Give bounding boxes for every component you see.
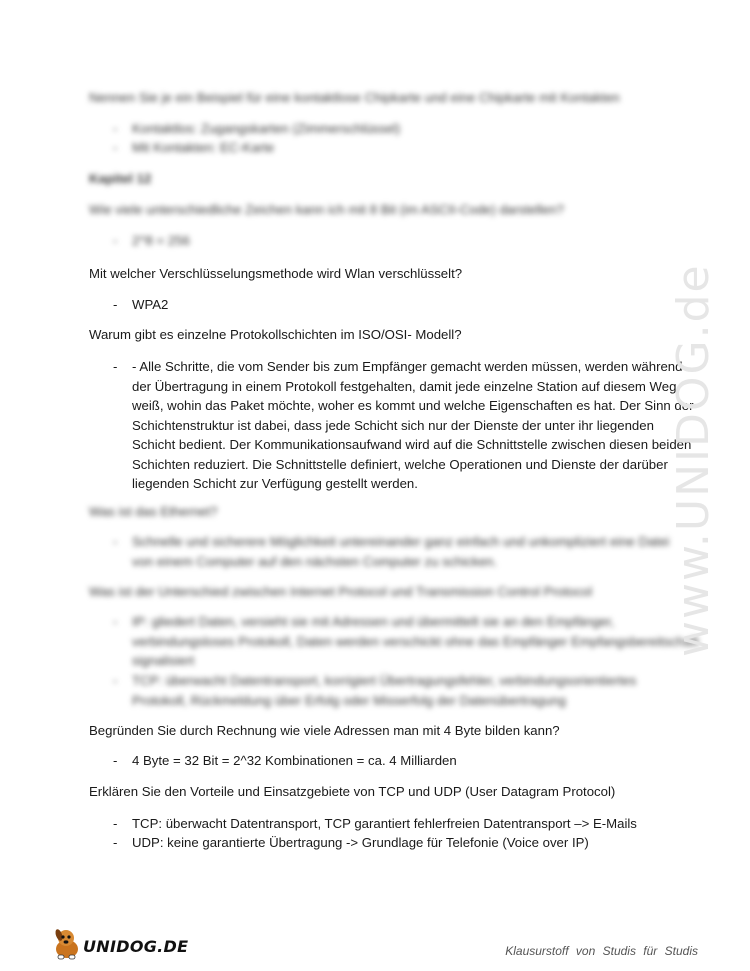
- answer-line: IP: gliedert Daten, versieht sie mit Adressen und übermittelt sie an den Empfänger,: [132, 614, 615, 629]
- osi-answer-line: - Alle Schritte, die vom Sender bis zum Empfänger gemacht werden müssen, werden während: [132, 359, 683, 374]
- bullet-dash: -: [113, 140, 118, 155]
- osi-answer-line: liegenden Schicht zur Verfügung gestellt werden.: [132, 476, 418, 491]
- bullet-text: TCP: überwacht Datentransport, TCP garantiert fehlerfreien Datentransport –> E-Mails: [132, 816, 637, 831]
- bullet-item: [113, 671, 673, 711]
- answer-line: von einem Computer auf den nächsten Computer zu schicken.: [132, 553, 498, 569]
- chapter-heading: Kapitel 12: [89, 171, 152, 186]
- question-wlan: Mit welcher Verschlüsselungsmethode wird Wlan verschlüsselt?: [89, 266, 463, 281]
- footer-logo: [52, 925, 189, 961]
- bullet-dash: -: [113, 835, 118, 850]
- bullet-text: WPA2: [132, 297, 169, 312]
- answer-line: verbindungsloses Protokoll, Daten werden verschickt ohne das Empfänger Empfangsbereitschaft: [132, 633, 699, 649]
- tcp-answer: [132, 671, 662, 710]
- bullet-text: Mit Kontakten: EC-Karte: [132, 140, 275, 155]
- logo-text: UNIDOG.DE: [83, 937, 189, 956]
- answer-line: signalisiert: [132, 653, 195, 668]
- question-ascii: Wie viele unterschiedliche Zeichen kann ich mit 8 Bit (im ASCII-Code) darstellen?: [89, 202, 564, 217]
- bullet-item: [113, 532, 673, 572]
- bullet-item: [113, 231, 673, 251]
- osi-answer-line: Schichtenstruktur ist dabei, dass jede Schicht sich nur der Dienste der unter ihr liegenden: [132, 417, 654, 433]
- bullet-dash: -: [113, 673, 118, 688]
- question-tcp-udp: Erklären Sie den Vorteile und Einsatzgebiete von TCP und UDP (User Datagram Protocol): [89, 784, 616, 799]
- question-ethernet: Was ist das Ethernet?: [89, 504, 218, 519]
- bullet-text: Kontaktlos: Zugangskarten (Zimmerschlüssel): [132, 121, 401, 136]
- osi-answer-line: weiß, wohin das Paket möchte, woher es kommt und welche Eigenschaften es hat. Der Sinn der: [132, 398, 694, 413]
- bullet-dash: -: [113, 233, 118, 248]
- question-addresses: Begründen Sie durch Rechnung wie viele Adressen man mit 4 Byte bilden kann?: [89, 723, 560, 738]
- bullet-text: UDP: keine garantierte Übertragung -> Grundlage für Telefonie (Voice over IP): [132, 835, 589, 850]
- bullet-dash: -: [113, 534, 118, 549]
- answer-line: TCP: überwacht Datentransport, korrigiert Übertragungsfehler, verbindungsorientiertes: [132, 673, 637, 688]
- ethernet-answer: [132, 532, 670, 571]
- bullet-item-osi: [113, 357, 694, 497]
- question-osi: Warum gibt es einzelne Protokollschichten im ISO/OSI- Modell?: [89, 327, 462, 342]
- bullet-text: 4 Byte = 32 Bit = 2^32 Kombinationen = ca. 4 Milliarden: [132, 753, 457, 768]
- osi-answer-line: der Übertragung in einem Protokoll festgehalten, damit jede einzelne Station auf diesem Weg: [132, 378, 677, 394]
- bullet-dash: -: [113, 614, 118, 629]
- bullet-item: [113, 138, 673, 158]
- bullet-dash: -: [113, 816, 118, 831]
- dog-mascot-icon: [52, 927, 86, 961]
- footer-tagline: Klausurstoff von Studis für Studis: [505, 944, 698, 958]
- bullet-item: [113, 751, 673, 771]
- bullet-item: [113, 119, 673, 139]
- bullet-item: [113, 814, 673, 834]
- question-chipcard: Nennen Sie je ein Beispiel für eine kontaktlose Chipkarte und eine Chipkarte mit Kontakten: [89, 90, 620, 105]
- bullet-dash: -: [113, 359, 118, 374]
- bullet-dash: -: [113, 121, 118, 136]
- bullet-dash: -: [113, 753, 118, 768]
- bullet-item: [113, 833, 673, 853]
- bullet-dash: -: [113, 297, 118, 312]
- osi-answer: [132, 357, 694, 494]
- osi-answer-line: Schichten reduziert. Die Schnittstelle definiert, welche Operationen und Dienste der darüber: [132, 456, 668, 472]
- watermark-text: www.UNIDOG.de: [668, 263, 719, 657]
- question-ip-tcp: Was ist der Unterschied zwischen Internet Protocol und Transmission Control Protocol: [89, 584, 593, 599]
- answer-line: Protokoll, Rückmeldung über Erfolg oder Misserfolg der Datenübertragung: [132, 692, 566, 708]
- osi-answer-line: Schicht bedient. Der Kommunikationsaufwand wird auf die Schnittstelle zwischen diesen beiden: [132, 437, 692, 452]
- bullet-text: 2^8 = 256: [132, 233, 190, 248]
- ip-answer: [132, 612, 699, 671]
- bullet-item: [113, 295, 673, 315]
- answer-line: Schnelle und sicherere Möglichkeit untereinander ganz einfach und unkompliziert eine Datei: [132, 534, 670, 549]
- bullet-item: [113, 612, 699, 672]
